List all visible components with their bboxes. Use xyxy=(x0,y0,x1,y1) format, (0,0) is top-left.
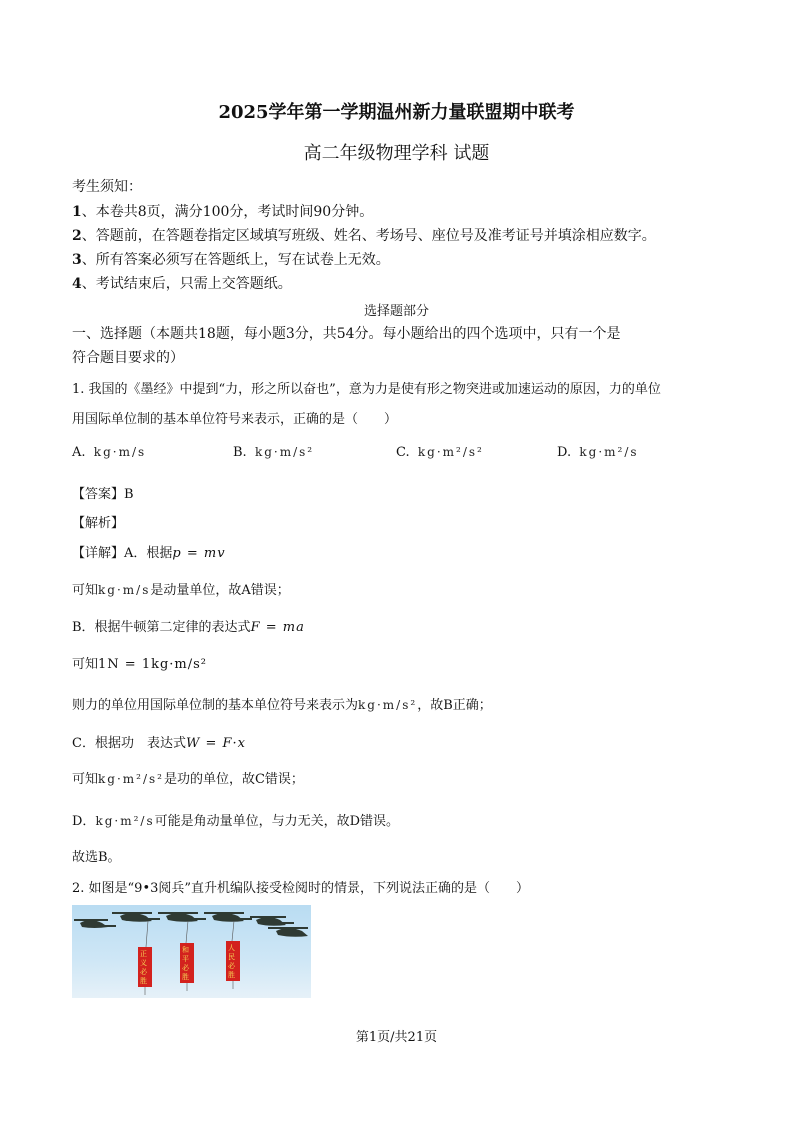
banner-text: 正义必胜 xyxy=(140,950,147,985)
notice-item: 3、所有答案必须写在答题纸上，写在试卷上无效。 xyxy=(72,252,390,268)
banner-text: 人民必胜 xyxy=(228,944,235,979)
detail-b: B．根据牛顿第二定律的表达式F = ma xyxy=(72,620,305,635)
page-number: 第1页/共21页 xyxy=(355,1030,438,1045)
option-b: B. kg·m/s² xyxy=(233,445,315,460)
helicopter-icon xyxy=(158,912,206,922)
exam-subtitle: 高二年级物理学科 试题 xyxy=(303,143,490,164)
section-heading: 一、选择题（本题共18题，每小题3分，共54分。每小题给出的四个选项中，只有一个是 xyxy=(72,326,621,342)
helicopter-icon xyxy=(112,912,160,922)
detail-c-conclusion: 可知kg·m²/s²是功的单位，故C错误； xyxy=(72,772,304,787)
notice-item: 1、本卷共8页，满分100分，考试时间90分钟。 xyxy=(72,204,374,220)
detail-c: C．根据功 表达式W = F·x xyxy=(72,736,246,751)
option-d: D. kg·m²/s xyxy=(557,445,639,460)
conclusion: 故选B。 xyxy=(72,850,121,865)
section-heading-cont: 符合题目要求的） xyxy=(72,350,184,366)
question-1-text-cont: 用国际单位制的基本单位符号来表示，正确的是（ ） xyxy=(72,412,398,427)
banner-text: 和平必胜 xyxy=(182,946,189,981)
helicopter-icon xyxy=(250,916,294,926)
notice-item: 4、考试结束后，只需上交答题纸。 xyxy=(72,276,292,292)
analysis-label: 【解析】 xyxy=(72,516,125,531)
exam-title: 2025学年第一学期温州新力量联盟期中联考 xyxy=(218,102,575,123)
helicopter-icon xyxy=(204,912,252,922)
detail-a-conclusion: 可知kg·m/s是动量单位，故A错误； xyxy=(72,583,290,598)
option-a: A. kg·m/s xyxy=(72,445,147,460)
question-2-text: 2. 如图是“9•3阅兵”直升机编队接受检阅时的情景，下列说法正确的是（ ） xyxy=(72,881,530,896)
detail-d: D．kg·m²/s可能是角动量单位，与力无关，故D错误。 xyxy=(72,814,400,829)
helicopter-icon xyxy=(268,927,308,937)
question-1-text: 1. 我国的《墨经》中提到“力，形之所以奋也”，意为力是使有形之物突进或加速运动的原因，力的单位 xyxy=(72,382,661,397)
helicopter-icon xyxy=(74,919,116,928)
answer-label: 【答案】B xyxy=(72,487,134,502)
notice-heading: 考生须知： xyxy=(72,179,142,195)
detail-b-conclusion: 则力的单位用国际单位制的基本单位符号来表示为kg·m/s²，故B正确； xyxy=(72,698,492,713)
section-label: 选择题部分 xyxy=(363,304,429,319)
option-c: C. kg·m²/s² xyxy=(396,445,484,460)
detail-a: 【详解】A．根据p = mv xyxy=(72,546,226,561)
detail-b-unit: 可知1N = 1kg·m/s² xyxy=(72,657,208,672)
notice-item: 2、答题前，在答题卷指定区域填写班级、姓名、考场号、座位号及准考证号并填涂相应数字。 xyxy=(72,228,656,244)
